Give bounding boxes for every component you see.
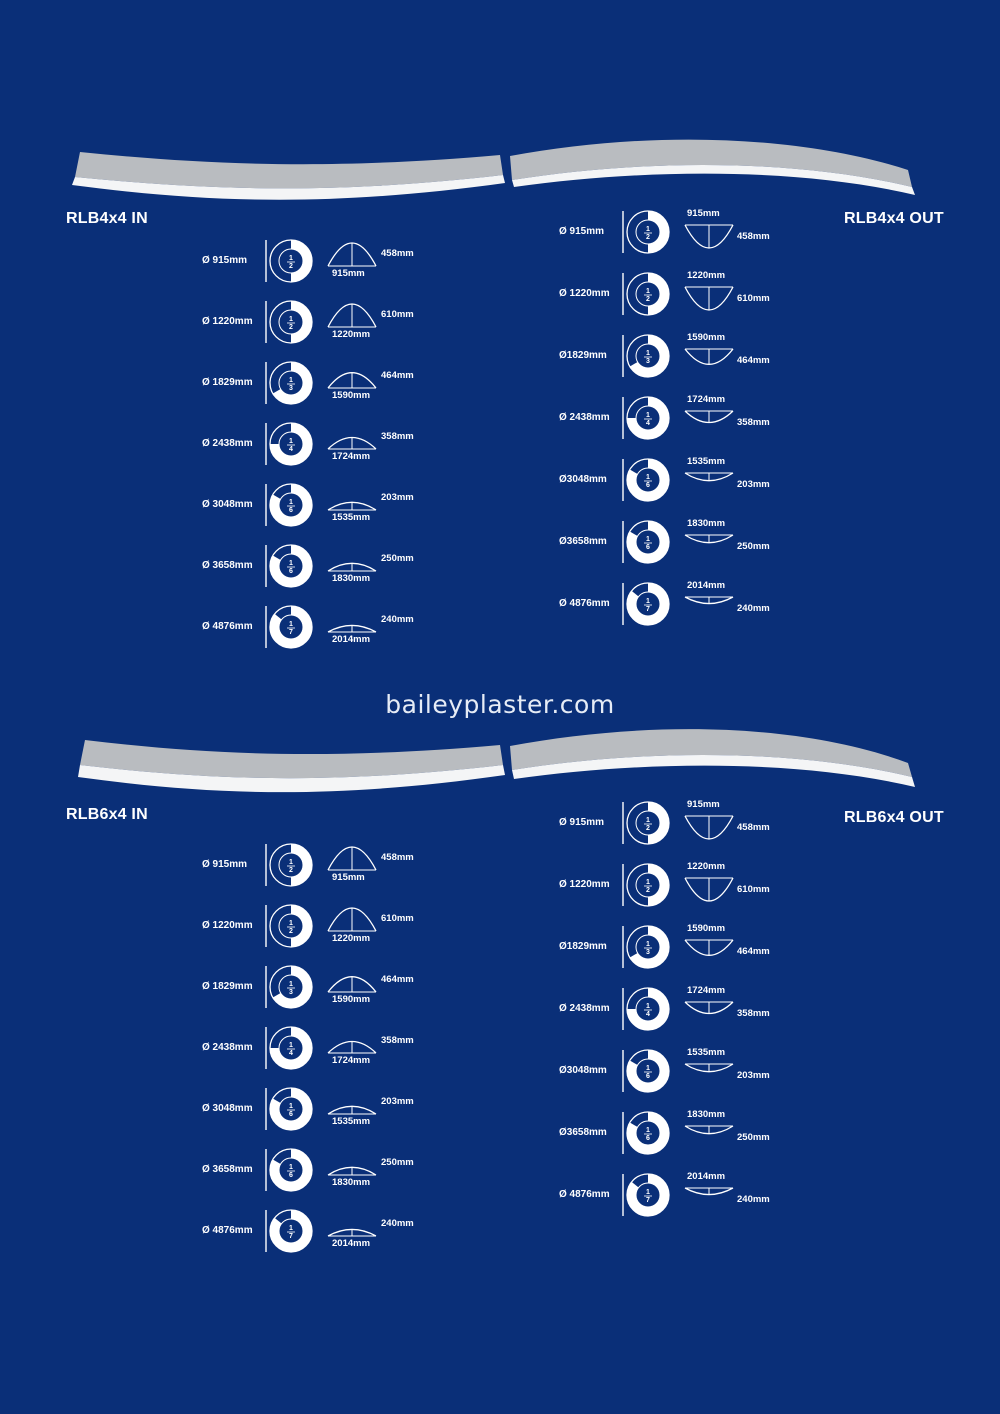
height-label: 458mm — [381, 852, 414, 863]
height-label: 464mm — [381, 974, 414, 985]
svg-text:1: 1 — [646, 350, 650, 357]
svg-text:1: 1 — [646, 536, 650, 543]
profile-row — [557, 984, 817, 1034]
svg-text:1: 1 — [646, 288, 650, 295]
chord-length-label: 1590mm — [332, 390, 371, 401]
section-title-in: RLB4x4 IN — [66, 210, 148, 227]
diameter-label: Ø 2438mm — [202, 438, 253, 449]
svg-text:1: 1 — [646, 1189, 650, 1196]
height-label: 358mm — [381, 431, 414, 442]
svg-text:6: 6 — [646, 482, 650, 489]
circle-fraction-icon — [264, 238, 316, 289]
profile-row — [557, 207, 817, 257]
svg-text:4: 4 — [289, 446, 293, 453]
height-label: 610mm — [381, 913, 414, 924]
profile-row — [200, 358, 460, 408]
circle-fraction-icon — [264, 543, 316, 594]
height-label: 240mm — [381, 614, 414, 625]
circle-fraction-icon — [621, 862, 673, 913]
circle-fraction-icon — [621, 924, 673, 975]
svg-text:6: 6 — [289, 1172, 293, 1179]
svg-text:6: 6 — [646, 544, 650, 551]
height-label: 240mm — [737, 1194, 770, 1205]
height-label: 250mm — [737, 1132, 770, 1143]
chord-length-label: 2014mm — [687, 1171, 726, 1182]
arc-profile-icon — [683, 1122, 735, 1157]
height-label: 203mm — [381, 492, 414, 503]
svg-text:1: 1 — [289, 438, 293, 445]
svg-text:4: 4 — [646, 420, 650, 427]
chord-length-label: 1590mm — [332, 994, 371, 1005]
profile-row — [200, 901, 460, 951]
height-label: 203mm — [381, 1096, 414, 1107]
svg-text:1: 1 — [289, 560, 293, 567]
svg-text:1: 1 — [646, 941, 650, 948]
svg-text:1: 1 — [646, 1065, 650, 1072]
svg-text:2: 2 — [646, 887, 650, 894]
arc-profile-icon — [683, 221, 735, 256]
svg-text:1: 1 — [646, 1003, 650, 1010]
diameter-label: Ø 3048mm — [202, 1103, 253, 1114]
circle-fraction-icon — [621, 333, 673, 384]
chord-length-label: 1724mm — [332, 1055, 371, 1066]
diameter-label: Ø3048mm — [559, 1065, 607, 1076]
watermark: baileyplaster.com — [385, 690, 615, 719]
height-label: 610mm — [381, 309, 414, 320]
arc-profile-icon — [683, 1060, 735, 1095]
circle-fraction-icon — [621, 986, 673, 1037]
moulding-illustration-rlb4x4 — [0, 125, 1000, 215]
svg-text:7: 7 — [289, 629, 293, 636]
diameter-label: Ø 3658mm — [202, 560, 253, 571]
profile-row — [557, 269, 817, 319]
chord-length-label: 1724mm — [332, 451, 371, 462]
diameter-label: Ø3658mm — [559, 1127, 607, 1138]
height-label: 458mm — [381, 248, 414, 259]
svg-text:1: 1 — [646, 598, 650, 605]
chord-length-label: 1220mm — [687, 270, 726, 281]
svg-text:1: 1 — [646, 474, 650, 481]
height-label: 464mm — [381, 370, 414, 381]
svg-text:1: 1 — [289, 859, 293, 866]
height-label: 610mm — [737, 884, 770, 895]
circle-fraction-icon — [264, 1208, 316, 1259]
svg-text:6: 6 — [289, 507, 293, 514]
height-label: 464mm — [737, 946, 770, 957]
svg-text:1: 1 — [646, 1127, 650, 1134]
svg-text:6: 6 — [646, 1073, 650, 1080]
svg-text:3: 3 — [646, 358, 650, 365]
diameter-label: Ø 915mm — [559, 226, 605, 237]
chord-length-label: 915mm — [687, 208, 720, 219]
svg-text:4: 4 — [646, 1011, 650, 1018]
svg-text:1: 1 — [646, 879, 650, 886]
profile-row — [557, 798, 817, 848]
diameter-label: Ø 1829mm — [202, 377, 253, 388]
svg-text:7: 7 — [289, 1233, 293, 1240]
diameter-label: Ø 3048mm — [202, 499, 253, 510]
arc-profile-icon — [683, 593, 735, 628]
diameter-label: Ø 2438mm — [559, 412, 610, 423]
diameter-label: Ø3048mm — [559, 474, 607, 485]
svg-text:6: 6 — [646, 1135, 650, 1142]
height-label: 203mm — [737, 479, 770, 490]
chord-length-label: 1535mm — [332, 1116, 371, 1127]
svg-text:1: 1 — [646, 412, 650, 419]
svg-text:6: 6 — [289, 568, 293, 575]
svg-text:3: 3 — [289, 385, 293, 392]
svg-text:7: 7 — [646, 1197, 650, 1204]
arc-profile-icon — [683, 874, 735, 909]
arc-profile-icon — [683, 936, 735, 971]
chord-length-label: 915mm — [332, 872, 365, 883]
height-label: 250mm — [737, 541, 770, 552]
chord-length-label: 915mm — [687, 799, 720, 810]
svg-text:1: 1 — [289, 499, 293, 506]
section-title-out: RLB6x4 OUT — [844, 809, 944, 826]
diameter-label: Ø 1829mm — [202, 981, 253, 992]
profile-row — [200, 1084, 460, 1134]
svg-text:1: 1 — [289, 255, 293, 262]
circle-fraction-icon — [264, 604, 316, 655]
height-label: 240mm — [381, 1218, 414, 1229]
section-title-out: RLB4x4 OUT — [844, 210, 944, 227]
profile-row — [557, 922, 817, 972]
chord-length-label: 1535mm — [332, 512, 371, 523]
diameter-label: Ø 4876mm — [202, 1225, 253, 1236]
arc-profile-icon — [683, 812, 735, 847]
diameter-label: Ø3658mm — [559, 536, 607, 547]
chord-length-label: 1830mm — [332, 573, 371, 584]
svg-text:4: 4 — [289, 1050, 293, 1057]
chord-length-label: 1830mm — [687, 518, 726, 529]
diameter-label: Ø 915mm — [559, 817, 605, 828]
svg-text:1: 1 — [289, 1103, 293, 1110]
arc-profile-icon — [683, 469, 735, 504]
diameter-label: Ø 915mm — [202, 859, 248, 870]
diameter-label: Ø 3658mm — [202, 1164, 253, 1175]
height-label: 464mm — [737, 355, 770, 366]
chord-length-label: 915mm — [332, 268, 365, 279]
circle-fraction-icon — [621, 519, 673, 570]
circle-fraction-icon — [264, 421, 316, 472]
arc-profile-icon — [683, 283, 735, 318]
diameter-label: Ø1829mm — [559, 941, 607, 952]
diameter-label: Ø 4876mm — [202, 621, 253, 632]
svg-text:2: 2 — [289, 867, 293, 874]
circle-fraction-icon — [621, 1172, 673, 1223]
diameter-label: Ø 915mm — [202, 255, 248, 266]
svg-text:1: 1 — [646, 817, 650, 824]
chord-length-label: 1590mm — [687, 332, 726, 343]
profile-row — [200, 297, 460, 347]
chord-length-label: 2014mm — [332, 634, 371, 645]
svg-text:1: 1 — [289, 981, 293, 988]
chord-length-label: 1535mm — [687, 456, 726, 467]
circle-fraction-icon — [621, 271, 673, 322]
chord-length-label: 2014mm — [687, 580, 726, 591]
circle-fraction-icon — [264, 299, 316, 350]
svg-text:1: 1 — [289, 920, 293, 927]
profile-row — [557, 517, 817, 567]
chord-length-label: 1220mm — [332, 933, 371, 944]
diameter-label: Ø 4876mm — [559, 598, 610, 609]
profile-row — [557, 455, 817, 505]
profile-row — [200, 962, 460, 1012]
chord-length-label: 1590mm — [687, 923, 726, 934]
svg-text:3: 3 — [646, 949, 650, 956]
height-label: 240mm — [737, 603, 770, 614]
profile-row — [557, 579, 817, 629]
height-label: 610mm — [737, 293, 770, 304]
chord-length-label: 1535mm — [687, 1047, 726, 1058]
diameter-label: Ø 1220mm — [202, 316, 253, 327]
circle-fraction-icon — [621, 581, 673, 632]
chord-length-label: 1724mm — [687, 394, 726, 405]
svg-text:2: 2 — [289, 928, 293, 935]
diameter-label: Ø 2438mm — [202, 1042, 253, 1053]
arc-profile-icon — [683, 407, 735, 442]
section-title-in: RLB6x4 IN — [66, 806, 148, 823]
svg-text:2: 2 — [289, 263, 293, 270]
diameter-label: Ø1829mm — [559, 350, 607, 361]
circle-fraction-icon — [264, 903, 316, 954]
circle-fraction-icon — [621, 457, 673, 508]
svg-text:1: 1 — [289, 316, 293, 323]
circle-fraction-icon — [621, 1110, 673, 1161]
svg-text:1: 1 — [289, 377, 293, 384]
circle-fraction-icon — [264, 482, 316, 533]
svg-text:1: 1 — [289, 621, 293, 628]
diameter-label: Ø 2438mm — [559, 1003, 610, 1014]
circle-fraction-icon — [621, 1048, 673, 1099]
chord-length-label: 1220mm — [332, 329, 371, 340]
height-label: 458mm — [737, 231, 770, 242]
profile-row — [557, 860, 817, 910]
circle-fraction-icon — [264, 1086, 316, 1137]
profile-row — [200, 541, 460, 591]
height-label: 358mm — [381, 1035, 414, 1046]
profile-row — [200, 602, 460, 652]
diameter-label: Ø 4876mm — [559, 1189, 610, 1200]
height-label: 250mm — [381, 1157, 414, 1168]
svg-text:7: 7 — [646, 606, 650, 613]
svg-text:1: 1 — [289, 1042, 293, 1049]
profile-row — [200, 1023, 460, 1073]
svg-text:3: 3 — [289, 989, 293, 996]
arc-profile-icon — [683, 1184, 735, 1219]
circle-fraction-icon — [264, 964, 316, 1015]
chord-length-label: 1724mm — [687, 985, 726, 996]
profile-row — [557, 1170, 817, 1220]
moulding-illustration-rlb6x4 — [0, 715, 1000, 810]
svg-text:2: 2 — [646, 234, 650, 241]
height-label: 203mm — [737, 1070, 770, 1081]
svg-text:1: 1 — [289, 1225, 293, 1232]
svg-text:6: 6 — [289, 1111, 293, 1118]
diameter-label: Ø 1220mm — [202, 920, 253, 931]
profile-row — [200, 1145, 460, 1195]
circle-fraction-icon — [264, 360, 316, 411]
profile-row — [557, 331, 817, 381]
diameter-label: Ø 1220mm — [559, 879, 610, 890]
chord-length-label: 1220mm — [687, 861, 726, 872]
chord-length-label: 1830mm — [332, 1177, 371, 1188]
profile-row — [200, 1206, 460, 1256]
diameter-label: Ø 1220mm — [559, 288, 610, 299]
arc-profile-icon — [683, 345, 735, 380]
height-label: 358mm — [737, 417, 770, 428]
profile-row — [200, 480, 460, 530]
arc-profile-icon — [683, 531, 735, 566]
profile-row — [200, 840, 460, 890]
svg-text:1: 1 — [289, 1164, 293, 1171]
circle-fraction-icon — [264, 842, 316, 893]
circle-fraction-icon — [621, 395, 673, 446]
svg-text:2: 2 — [646, 825, 650, 832]
svg-text:2: 2 — [646, 296, 650, 303]
height-label: 458mm — [737, 822, 770, 833]
height-label: 250mm — [381, 553, 414, 564]
height-label: 358mm — [737, 1008, 770, 1019]
profile-row — [557, 1108, 817, 1158]
profile-row — [200, 236, 460, 286]
svg-text:1: 1 — [646, 226, 650, 233]
circle-fraction-icon — [264, 1025, 316, 1076]
profile-row — [200, 419, 460, 469]
svg-text:2: 2 — [289, 324, 293, 331]
circle-fraction-icon — [621, 209, 673, 260]
chord-length-label: 2014mm — [332, 1238, 371, 1249]
profile-row — [557, 393, 817, 443]
chord-length-label: 1830mm — [687, 1109, 726, 1120]
circle-fraction-icon — [621, 800, 673, 851]
circle-fraction-icon — [264, 1147, 316, 1198]
arc-profile-icon — [683, 998, 735, 1033]
profile-row — [557, 1046, 817, 1096]
